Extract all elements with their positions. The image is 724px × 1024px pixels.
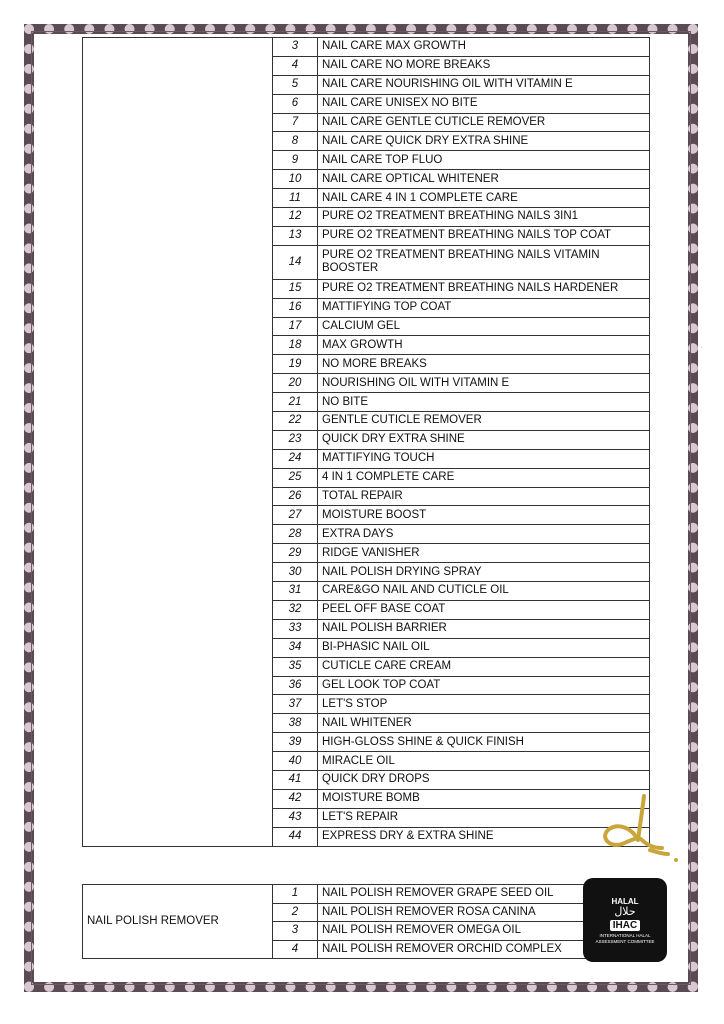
product-table [82, 37, 650, 847]
item-number: 39 [273, 733, 318, 752]
product-name: BI-PHASIC NAIL OIL [318, 638, 650, 657]
product-name: NAIL CARE GENTLE CUTICLE REMOVER [318, 113, 650, 132]
product-name: NAIL CARE MAX GROWTH [318, 38, 650, 57]
item-number: 25 [273, 468, 318, 487]
item-number: 6 [273, 94, 318, 113]
stamp-ihac-label: IHAC [610, 920, 640, 931]
item-number: 12 [273, 208, 318, 227]
product-name: HIGH-GLOSS SHINE & QUICK FINISH [318, 733, 650, 752]
item-number: 24 [273, 449, 318, 468]
item-number: 23 [273, 430, 318, 449]
item-number: 4 [273, 940, 318, 959]
stamp-org-label: INTERNATIONAL HALAL ASSESSMENT COMMITTEE [595, 933, 655, 944]
item-number: 21 [273, 393, 318, 412]
product-name: CARE&GO NAIL AND CUTICLE OIL [318, 582, 650, 601]
product-name: NAIL CARE QUICK DRY EXTRA SHINE [318, 132, 650, 151]
item-number: 3 [273, 922, 318, 941]
item-number: 36 [273, 676, 318, 695]
item-number: 1 [273, 885, 318, 904]
product-name: CALCIUM GEL [318, 317, 650, 336]
item-number: 16 [273, 298, 318, 317]
remover-table [82, 884, 650, 959]
item-number: 3 [273, 38, 318, 57]
product-name: MOISTURE BOMB [318, 789, 650, 808]
item-number: 29 [273, 544, 318, 563]
product-name: NAIL POLISH BARRIER [318, 619, 650, 638]
product-name: NAIL POLISH DRYING SPRAY [318, 563, 650, 582]
item-number: 26 [273, 487, 318, 506]
item-number: 27 [273, 506, 318, 525]
product-name: PURE O2 TREATMENT BREATHING NAILS HARDENER [318, 279, 650, 298]
category-cell: NAIL POLISH REMOVER [83, 885, 273, 959]
product-name: CUTICLE CARE CREAM [318, 657, 650, 676]
item-number: 7 [273, 113, 318, 132]
item-number: 2 [273, 903, 318, 922]
item-number: 43 [273, 808, 318, 827]
product-name: QUICK DRY EXTRA SHINE [318, 430, 650, 449]
product-name: MAX GROWTH [318, 336, 650, 355]
product-name: NAIL CARE OPTICAL WHITENER [318, 170, 650, 189]
item-number: 14 [273, 245, 318, 279]
product-name: NAIL CARE NOURISHING OIL WITH VITAMIN E [318, 75, 650, 94]
item-number: 37 [273, 695, 318, 714]
item-number: 11 [273, 189, 318, 208]
product-name: NAIL POLISH REMOVER ORCHID COMPLEX [318, 940, 650, 959]
table-row [83, 38, 650, 57]
item-number: 34 [273, 638, 318, 657]
product-name: LET'S STOP [318, 695, 650, 714]
product-name: MATTIFYING TOP COAT [318, 298, 650, 317]
product-name: LET'S REPAIR [318, 808, 650, 827]
item-number: 5 [273, 75, 318, 94]
product-name: PEEL OFF BASE COAT [318, 600, 650, 619]
product-name: TOTAL REPAIR [318, 487, 650, 506]
product-name: NAIL CARE UNISEX NO BITE [318, 94, 650, 113]
product-name: 4 IN 1 COMPLETE CARE [318, 468, 650, 487]
stamp-halal-label: HALAL [611, 897, 639, 906]
item-number: 28 [273, 525, 318, 544]
product-name: NAIL POLISH REMOVER GRAPE SEED OIL [318, 885, 650, 904]
category-cell [83, 38, 273, 847]
product-name: MOISTURE BOOST [318, 506, 650, 525]
item-number: 19 [273, 355, 318, 374]
item-number: 22 [273, 412, 318, 431]
item-number: 9 [273, 151, 318, 170]
product-name: NOURISHING OIL WITH VITAMIN E [318, 374, 650, 393]
product-name: RIDGE VANISHER [318, 544, 650, 563]
stamp-arabic-label: حلال [614, 905, 636, 918]
item-number: 44 [273, 827, 318, 846]
product-name: NO MORE BREAKS [318, 355, 650, 374]
product-name: NAIL POLISH REMOVER OMEGA OIL [318, 922, 650, 941]
product-name: PURE O2 TREATMENT BREATHING NAILS VITAMIN BOOSTER [318, 245, 650, 279]
item-number: 17 [273, 317, 318, 336]
item-number: 38 [273, 714, 318, 733]
product-name: NO BITE [318, 393, 650, 412]
product-name: EXTRA DAYS [318, 525, 650, 544]
item-number: 42 [273, 789, 318, 808]
halal-certification-stamp [583, 878, 667, 962]
item-number: 18 [273, 336, 318, 355]
item-number: 40 [273, 752, 318, 771]
product-name: NAIL CARE NO MORE BREAKS [318, 56, 650, 75]
product-name: GEL LOOK TOP COAT [318, 676, 650, 695]
item-number: 20 [273, 374, 318, 393]
item-number: 41 [273, 770, 318, 789]
product-name: NAIL WHITENER [318, 714, 650, 733]
table-row [83, 885, 650, 904]
product-name: EXPRESS DRY & EXTRA SHINE [318, 827, 650, 846]
product-name: GENTLE CUTICLE REMOVER [318, 412, 650, 431]
product-name: PURE O2 TREATMENT BREATHING NAILS 3IN1 [318, 208, 650, 227]
item-number: 8 [273, 132, 318, 151]
item-number: 10 [273, 170, 318, 189]
product-name: QUICK DRY DROPS [318, 770, 650, 789]
product-name: PURE O2 TREATMENT BREATHING NAILS TOP COAT [318, 226, 650, 245]
signature [592, 792, 682, 864]
product-name: NAIL CARE TOP FLUO [318, 151, 650, 170]
product-name: NAIL POLISH REMOVER ROSA CANINA [318, 903, 650, 922]
item-number: 15 [273, 279, 318, 298]
product-name: MATTIFYING TOUCH [318, 449, 650, 468]
ink-speck: · [700, 343, 703, 352]
item-number: 30 [273, 563, 318, 582]
item-number: 13 [273, 226, 318, 245]
product-name: NAIL CARE 4 IN 1 COMPLETE CARE [318, 189, 650, 208]
item-number: 32 [273, 600, 318, 619]
item-number: 4 [273, 56, 318, 75]
product-name: MIRACLE OIL [318, 752, 650, 771]
item-number: 35 [273, 657, 318, 676]
item-number: 33 [273, 619, 318, 638]
item-number: 31 [273, 582, 318, 601]
